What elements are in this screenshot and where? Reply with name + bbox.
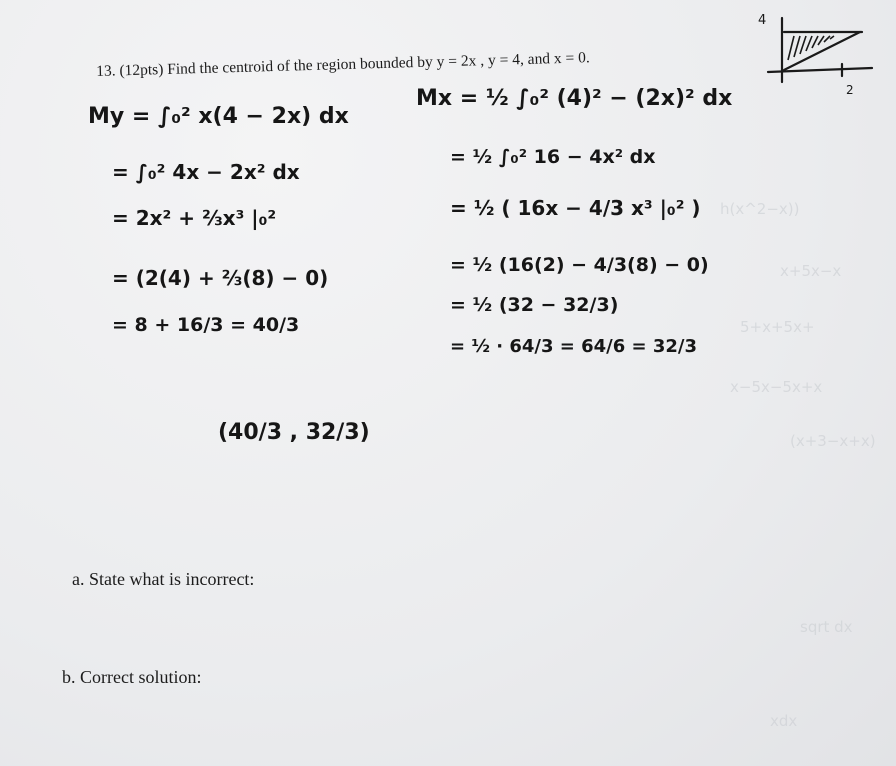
bleed-through-text: h(x^2−x)) (720, 200, 800, 218)
question-a: a. State what is incorrect: (72, 569, 255, 589)
mx-line-2: = ½ ∫₀² 16 − 4x² dx (450, 146, 656, 168)
my-line-5: = 8 + 16/3 = 40/3 (112, 314, 300, 336)
bleed-through-text: x+5x−x (780, 262, 842, 280)
bleed-through-text: (x+3−x+x) (790, 432, 876, 450)
bleed-through-text: sqrt dx (800, 618, 853, 636)
question-b: b. Correct solution: (62, 667, 202, 687)
mx-line-4: = ½ (16(2) − 4/3(8) − 0) (450, 254, 709, 276)
bleed-through-text: 5+x+5x+ (740, 318, 815, 336)
mx-line-3: = ½ ( 16x − 4/3 x³ |₀² ) (450, 196, 701, 220)
problem-statement: 13. (12pts) Find the centroid of the region bounded by y = 2x , y = 4, and x = 0. (96, 49, 591, 80)
sketch-x-tick-label: 2 (846, 83, 854, 97)
my-line-1: My = ∫₀² x(4 − 2x) dx (88, 104, 349, 129)
mx-line-1: Mx = ½ ∫₀² (4)² − (2x)² dx (416, 86, 733, 111)
region-sketch (760, 10, 880, 100)
sketch-y-tick-label: 4 (758, 13, 767, 28)
centroid-answer: (40/3 , 32/3) (218, 420, 370, 445)
my-line-2: = ∫₀² 4x − 2x² dx (112, 160, 300, 184)
my-line-3: = 2x² + ⅔x³ |₀² (112, 206, 277, 230)
mx-line-6: = ½ · 64/3 = 64/6 = 32/3 (450, 336, 698, 357)
mx-line-5: = ½ (32 − 32/3) (450, 294, 619, 316)
my-line-4: = (2(4) + ⅔(8) − 0) (112, 266, 329, 290)
bleed-through-text: xdx (770, 712, 798, 730)
bleed-through-text: x−5x−5x+x (730, 378, 823, 396)
